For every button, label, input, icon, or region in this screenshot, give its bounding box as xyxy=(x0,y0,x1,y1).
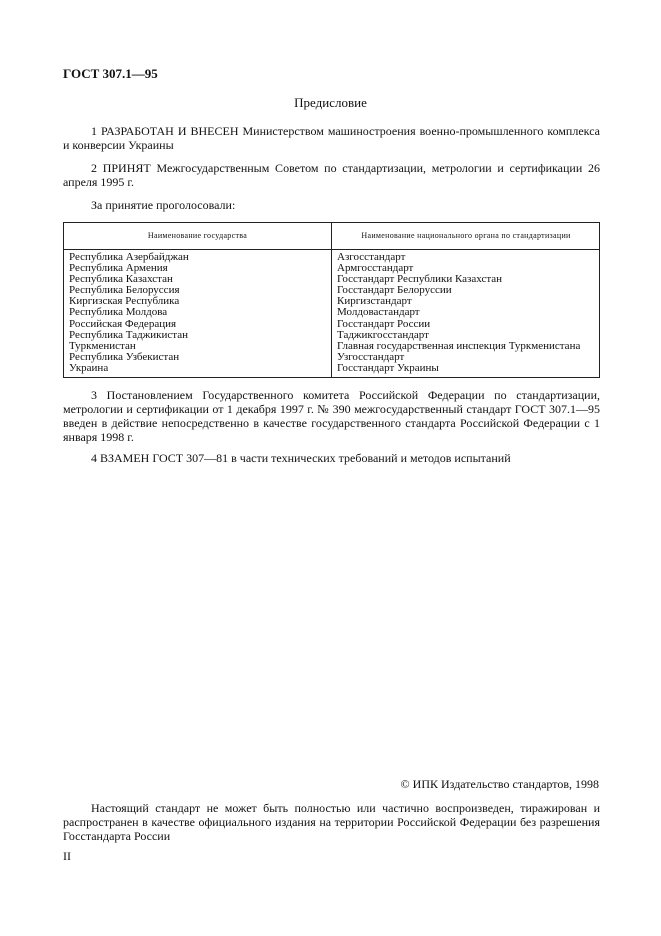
table-cell-body: Армгосстандарт xyxy=(337,262,414,275)
paragraph-replaces: 4 ВЗАМЕН ГОСТ 307—81 в части технических требований и методов испытаний xyxy=(91,451,511,465)
table-cell-body: Госстандарт России xyxy=(337,317,431,330)
table-cell-state: Республика Узбекистан xyxy=(69,350,180,363)
table-cell-state: Туркменистан xyxy=(69,339,136,352)
table-cell-body: Узгосстандарт xyxy=(337,350,405,363)
table-cell-body: Госстандарт Республики Казахстан xyxy=(337,273,503,286)
table-column-divider xyxy=(331,223,332,377)
table-column-bodies xyxy=(337,252,580,374)
table-cell-body: Госстандарт Белоруссии xyxy=(337,284,452,297)
table-cell-body: Киргизстандарт xyxy=(337,295,412,308)
page-title: Предисловие xyxy=(294,95,367,110)
table-cell-body: Таджикгосстандарт xyxy=(337,328,429,341)
table-cell-state: Республика Белоруссия xyxy=(69,284,180,297)
table-cell-state: Республика Молдова xyxy=(69,306,168,319)
document-code: ГОСТ 307.1—95 xyxy=(63,66,158,81)
paragraph-developed: 1 РАЗРАБОТАН И ВНЕСЕН Министерством машиностроения военно-промышленного комплекса и конверсии Украины xyxy=(63,124,600,152)
table-column-states xyxy=(69,252,189,374)
paragraph-adopted: 2 ПРИНЯТ Межгосударственным Советом по стандартизации, метрологии и сертификации 26 апреля 1995 г. xyxy=(63,161,600,189)
table-cell-state: Украина xyxy=(69,361,109,374)
reproduction-notice: Настоящий стандарт не может быть полностью или частично воспроизведен, тиражирован и распространен в качестве официального издания на территории Российской Федерации без разрешения Госстандарта России xyxy=(63,801,600,843)
table-cell-body: Молдовастандарт xyxy=(337,306,420,319)
paragraph-voted: За принятие проголосовали: xyxy=(91,198,236,212)
table-cell-state: Республика Казахстан xyxy=(69,273,173,286)
voting-table xyxy=(63,222,600,378)
paragraph-enacted: 3 Постановлением Государственного комитета Российской Федерации по стандартизации, метрологии и сертификации от 1 декабря 1997 г. № 390 межгосударственный стандарт ГОСТ 307.1—95 введен в действие непосредственно в качестве государственного стандарта Российской Федерации с 1 января 1998 г. xyxy=(63,388,600,444)
table-header-state: Наименование государства xyxy=(147,231,248,240)
table-cell-state: Республика Азербайджан xyxy=(69,251,189,263)
table-cell-body: Главная государственная инспекция Туркменистана xyxy=(337,339,581,352)
table-cell-state: Киргизская Республика xyxy=(69,295,180,308)
table-cell-state: Республика Армения xyxy=(69,262,168,275)
table-cell-state: Российская Федерация xyxy=(69,317,177,330)
table-cell-body: Азгосстандарт xyxy=(337,251,406,263)
table-header-body: Наименование национального органа по стандартизации xyxy=(361,231,571,240)
table-header-divider xyxy=(64,249,599,250)
page-number: II xyxy=(63,849,71,863)
table-cell-state: Республика Таджикистан xyxy=(69,328,188,341)
copyright-line: © ИПК Издательство стандартов, 1998 xyxy=(400,777,599,791)
table-cell-body: Госстандарт Украины xyxy=(337,361,439,374)
